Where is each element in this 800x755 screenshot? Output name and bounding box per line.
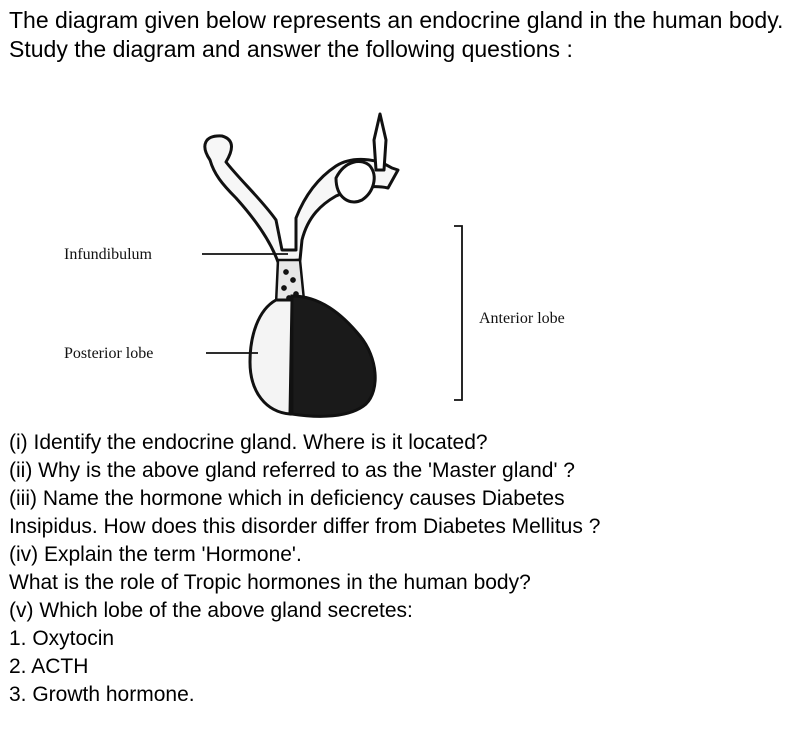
posterior-lobe-label: Posterior lobe bbox=[64, 345, 154, 362]
infundibulum-label: Infundibulum bbox=[64, 246, 152, 263]
question-list bbox=[9, 429, 795, 709]
question-line: 2. ACTH bbox=[9, 655, 89, 678]
anterior-lobe-shape bbox=[292, 296, 375, 416]
question-line: 3. Growth hormone. bbox=[9, 683, 195, 706]
anterior-lobe-label: Anterior lobe bbox=[479, 310, 565, 327]
question-line: (v) Which lobe of the above gland secretes: bbox=[9, 599, 413, 622]
pituitary-gland-diagram bbox=[0, 100, 800, 420]
hypothalamic-stalk bbox=[205, 114, 398, 262]
question-intro: The diagram given below represents an endocrine gland in the human body. Study the diagram and answer the following questions : bbox=[9, 7, 784, 62]
question-line: (i) Identify the endocrine gland. Where is it located? bbox=[9, 431, 488, 454]
question-line: (iv) Explain the term 'Hormone'. bbox=[9, 543, 302, 566]
question-line: (ii) Why is the above gland referred to as the 'Master gland' ? bbox=[9, 459, 575, 482]
posterior-lobe-shape bbox=[250, 300, 292, 414]
question-line: (iii) Name the hormone which in deficiency causes Diabetes bbox=[9, 487, 565, 510]
question-line: What is the role of Tropic hormones in the human body? bbox=[9, 571, 531, 594]
question-line: Insipidus. How does this disorder differ from Diabetes Mellitus ? bbox=[9, 515, 601, 538]
question-line: 1. Oxytocin bbox=[9, 627, 115, 650]
anterior-lobe-bracket bbox=[454, 226, 462, 400]
